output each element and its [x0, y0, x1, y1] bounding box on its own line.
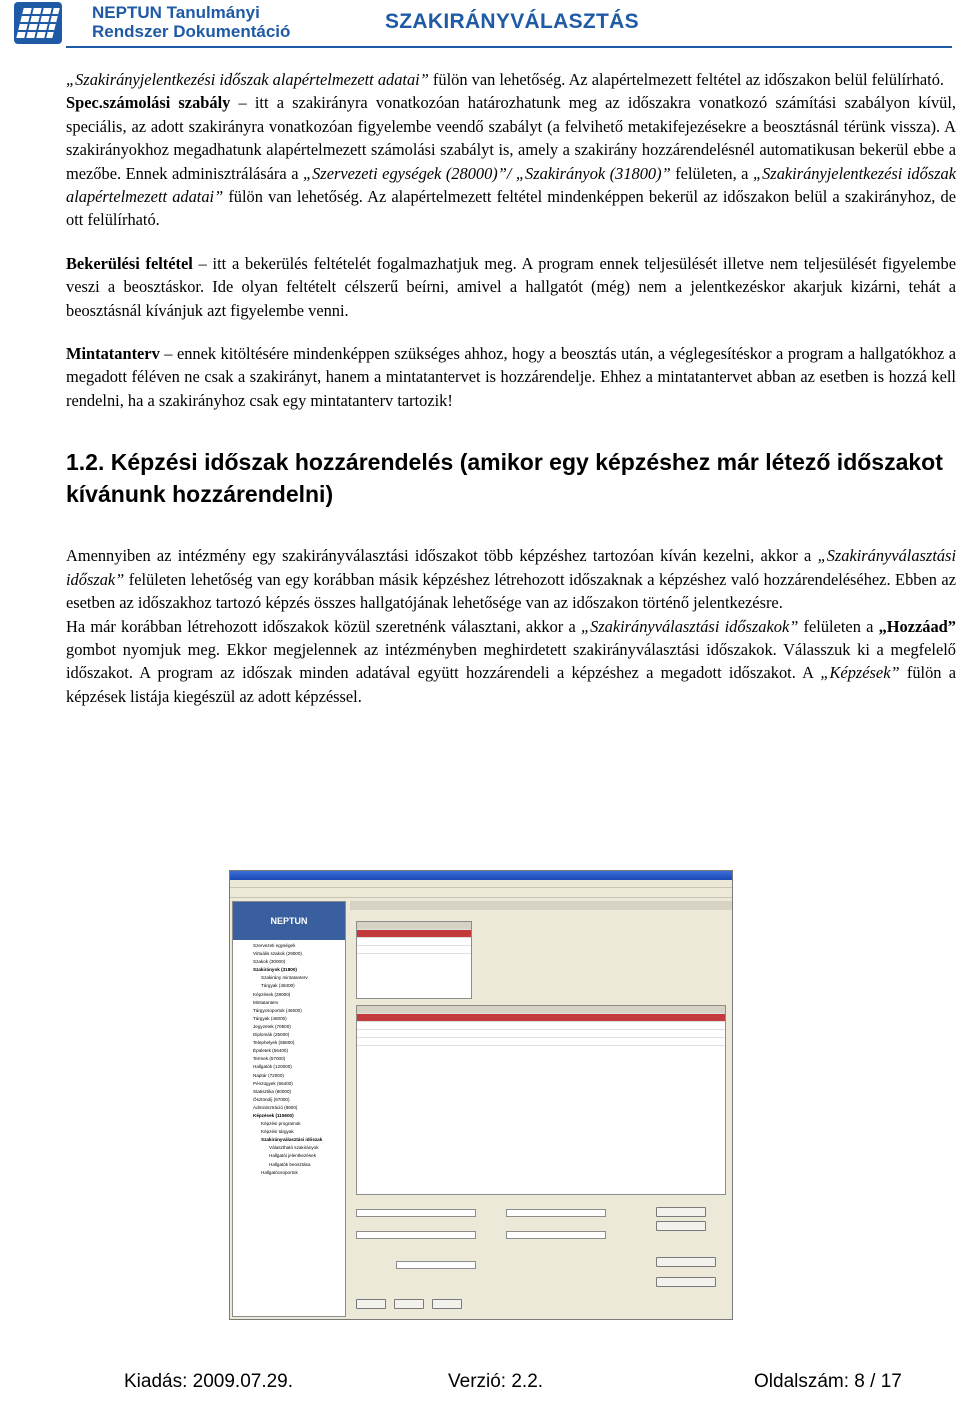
text-run: felületen, a [670, 163, 753, 183]
text-run: Ha már korábban létrehozott időszakok közül szeretnénk választani, akkor a [66, 616, 581, 636]
application-screenshot [229, 870, 733, 1320]
app-logo: NEPTUN [233, 902, 345, 940]
page-number: Oldalszám: 8 / 17 [754, 1371, 902, 1392]
details-form [356, 1201, 726, 1313]
paragraph-period-assignment [66, 544, 956, 614]
section-heading: 1.2. Képzési időszak hozzárendelés (amikor egy képzéshez már létező időszakot kívánunk hozzárendelni) [66, 449, 943, 508]
text-run: – ennek kitöltésére mindenképpen szükséges ahhoz, hogy a beosztás után, a véglegesítéskor a program a hallgatókhoz a megadott féléven ne csak a szakirányt, hanem a mintatantervet is hozzárendelje. Ehhez a mintatantervet abban az esetben is hozzá kell rendelni, ha a szakirányhoz csak egy mintatanterv tartozik! [66, 344, 956, 410]
paragraph-entry-condition [66, 252, 956, 322]
text-run: – itt a szakirányra vonatkozóan határozhatunk meg az időszakra vonatkozó számítási szabályon kívül, speciális, az adott szakirányra vonatkozóan figyelembe veendő szabályt (a felvihető metakifejezésekre a beosztásnál térünk vissza). A szakirányokhoz megadhatunk alapértelmezett számolási szabályt is, amely a szakirány hozzárendelésnél automatikusan bekerül ebbe a mezőbe. Ennek adminisztrálására a [66, 93, 956, 183]
tree-item: Képzési programok [261, 1121, 301, 1127]
page-header [0, 0, 960, 46]
tree-item: Hallgatói jelentkezések [269, 1153, 316, 1159]
tree-item: Tárgyak (48000) [253, 1015, 287, 1021]
header-divider [66, 46, 952, 48]
tree-item: Statisztika (80000) [253, 1088, 292, 1094]
form-button [656, 1257, 716, 1267]
section-title: SZAKIRÁNYVÁLASZTÁS [385, 10, 639, 33]
neptun-logo-icon [14, 2, 62, 44]
form-field [506, 1209, 606, 1217]
form-field [356, 1209, 476, 1217]
navigation-tree-panel [232, 901, 346, 1317]
text-run: felületen lehetőség van egy korábban másik képzéshez létrehozott időszaknak a képzéshez való hozzárendeléséhez. Ebben az esetben az időszakhoz tartozó képzés összes hallgatójának lehetősége van az időszakon történő jelentkezésre. [66, 569, 956, 613]
tree-item: Szakirányok (31800) [253, 967, 297, 973]
text-run: gombot nyomjuk meg. Ekkor megjelennek az intézményben meghirdetett szakirányválasztási időszakok. Válasszuk ki a megfelelő időszakot. A program az időszak minden adatával együtt hozzárendeli a képzéshez a megadott időszakot. A [66, 639, 956, 683]
panel-title [350, 901, 732, 910]
text-run: fülön a képzések listája kiegészül az adott képzéssel. [66, 663, 957, 706]
tree-item: Szakok (30000) [253, 959, 286, 965]
tree-item: Termek (57000) [253, 1056, 286, 1062]
form-button [656, 1221, 706, 1231]
form-button [394, 1299, 424, 1309]
text-run: „Szervezeti egységek (28000)”/ „Szakirányok (31800)” [303, 163, 671, 183]
tree-item: Virtuális szakok (29000) [253, 951, 302, 957]
form-button [432, 1299, 462, 1309]
window-menubar [230, 880, 732, 888]
tree-item: Hallgatók (120000) [253, 1064, 292, 1070]
tree-item: Képzési tárgyak [261, 1129, 294, 1135]
tree-item: Tárgycsoportok (46000) [253, 1007, 302, 1013]
paragraph-add-period [66, 615, 956, 709]
window-titlebar [230, 871, 732, 880]
form-field [506, 1231, 606, 1239]
tree-item: Képzések (115600) [253, 1112, 294, 1118]
details-grid [356, 1005, 726, 1195]
text-run: „Szakirányválasztási időszakok” [580, 616, 799, 636]
tree-item: Épületek (56400) [253, 1048, 288, 1054]
window-toolbar [230, 888, 732, 898]
form-field [356, 1231, 476, 1239]
tree-item: Jegyzetek (70500) [253, 1023, 291, 1029]
text-run: „Képzések” [820, 663, 900, 683]
text-run: Amennyiben az intézmény egy szakirányválasztási időszakot több képzéshez tartozóan kíván kezelni, akkor a [66, 546, 818, 566]
period-grid [356, 921, 472, 999]
tree-item: Diplomák (25000) [253, 1032, 290, 1038]
tree-item: Szervezeti egységek [253, 943, 296, 948]
tree-item: Ösztöndíj (67000) [253, 1096, 290, 1102]
issue-date: Kiadás: 2009.07.29. [124, 1371, 294, 1392]
tree-item: Hallgatócsoportok [261, 1169, 298, 1175]
text-run: „Szakirányjelentkezési időszak alapértelmezett adatai” [66, 70, 433, 89]
text-run: Spec.számolási szabály [66, 93, 231, 113]
text-run: „Hozzáad” [878, 616, 956, 636]
tree-item: Naptár (72000) [253, 1072, 284, 1078]
text-run: felületen a [798, 616, 879, 636]
brand-subtitle: Rendszer Dokumentáció [92, 22, 291, 41]
main-panel [350, 901, 732, 1317]
tree-item: Pénzügyek (66400) [253, 1080, 293, 1086]
text-run: Bekerülési feltétel [66, 253, 193, 273]
version: Verzió: 2.2. [448, 1371, 544, 1392]
form-button [356, 1299, 386, 1309]
text-run: fülön van lehetőség. Az alapértelmezett feltétel mindenképpen bekerül az időszakon belül a szakirányhoz, de ott felülírható. [66, 187, 956, 230]
form-button [656, 1277, 716, 1287]
text-run: „Szakirányjelentkezési időszak alapértelmezett adatai” [66, 163, 956, 207]
tree-item: Szakirány mintatanterv [261, 975, 308, 981]
tree-item: Mintatanterv [253, 999, 279, 1005]
document-body [66, 68, 956, 708]
navigation-tree [233, 940, 345, 1179]
form-field [396, 1261, 476, 1269]
form-button [656, 1207, 706, 1217]
tree-item: Telephelyek (55800) [253, 1040, 295, 1046]
tree-item: Tárgyak (48400) [261, 983, 295, 989]
text-run: – itt a bekerülés feltételét fogalmazhatjuk meg. A program ennek teljesülését illetve nem teljesülését figyelembe veszi a beosztáskor. Ide olyan feltételt célszerű beírni, amivel a hallgatót (még) nem a jelentkezéskor akarjuk kizárni, tehát a beosztásnál kívánjuk azt figyelembe venni. [66, 253, 957, 320]
text-run: fülön van lehetőség. Az alapértelmezett feltétel az időszakon belül felülírható. [432, 70, 945, 89]
paragraph-default-data [66, 68, 956, 91]
tree-item: Képzések (28000) [253, 991, 291, 997]
tree-item: Szakirányválasztási időszak [261, 1137, 323, 1143]
text-run: Mintatanterv [66, 344, 160, 364]
paragraph-spec-rule [66, 91, 956, 231]
text-run: „Szakirányválasztási időszak” [66, 546, 956, 589]
panel-tabs [350, 910, 732, 918]
tree-item: Hallgatók beosztása [269, 1161, 311, 1167]
brand-title: NEPTUN Tanulmányi [92, 3, 260, 22]
paragraph-curriculum [66, 342, 956, 412]
tree-item: Választható szakirányok [269, 1145, 319, 1151]
tree-item: Adminisztráció (8600) [253, 1104, 298, 1110]
